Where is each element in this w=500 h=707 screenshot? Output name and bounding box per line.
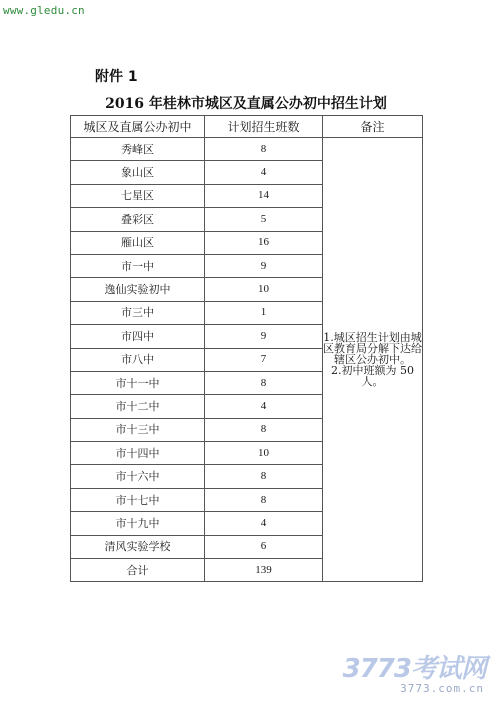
logo-url: 3773.com.cn (400, 682, 484, 695)
notes-cell (323, 138, 423, 582)
class-count: 10 (205, 442, 323, 465)
table-header-row (71, 116, 423, 138)
attachment-label: 附件 1 (95, 69, 138, 85)
class-count: 10 (205, 278, 323, 301)
header-notes: 备注 (323, 116, 423, 138)
school-name: 市十九中 (71, 512, 205, 535)
enrollment-plan-table (70, 115, 423, 582)
class-count: 8 (205, 465, 323, 488)
school-name: 市十七中 (71, 488, 205, 511)
class-count: 7 (205, 348, 323, 371)
header-school: 城区及直属公办初中 (71, 116, 205, 138)
table-row (71, 138, 423, 161)
school-name: 市四中 (71, 325, 205, 348)
school-name: 七星区 (71, 184, 205, 207)
school-name: 秀峰区 (71, 138, 205, 161)
school-name: 市十二中 (71, 395, 205, 418)
school-name: 市十四中 (71, 442, 205, 465)
class-count: 139 (205, 559, 323, 582)
school-name: 市十三中 (71, 418, 205, 441)
class-count: 14 (205, 184, 323, 207)
school-name: 逸仙实验初中 (71, 278, 205, 301)
class-count: 6 (205, 535, 323, 558)
school-name: 市十一中 (71, 371, 205, 394)
class-count: 4 (205, 395, 323, 418)
class-count: 1 (205, 301, 323, 324)
note-item: 2.初中班额为 50 人。 (331, 364, 414, 389)
class-count: 4 (205, 512, 323, 535)
school-name: 雁山区 (71, 231, 205, 254)
document-title: 2016 年桂林市城区及直属公办初中招生计划 (105, 96, 387, 112)
watermark-url: www.gledu.cn (3, 4, 85, 17)
school-name: 市十六中 (71, 465, 205, 488)
school-name: 合计 (71, 559, 205, 582)
class-count: 5 (205, 208, 323, 231)
school-name: 叠彩区 (71, 208, 205, 231)
school-name: 象山区 (71, 161, 205, 184)
site-logo (342, 648, 494, 702)
class-count: 8 (205, 418, 323, 441)
class-count: 8 (205, 371, 323, 394)
school-name: 市三中 (71, 301, 205, 324)
class-count: 9 (205, 325, 323, 348)
class-count: 16 (205, 231, 323, 254)
school-name: 市一中 (71, 254, 205, 277)
school-name: 市八中 (71, 348, 205, 371)
class-count: 8 (205, 138, 323, 161)
class-count: 8 (205, 488, 323, 511)
logo-wordmark: 3773考试网 (342, 654, 486, 684)
note-item: 1.城区招生计划由城区教育局分解下达给辖区公办初中。 (323, 331, 422, 367)
class-count: 9 (205, 254, 323, 277)
school-name: 清风实验学校 (71, 535, 205, 558)
class-count: 4 (205, 161, 323, 184)
header-class-count: 计划招生班数 (205, 116, 323, 138)
